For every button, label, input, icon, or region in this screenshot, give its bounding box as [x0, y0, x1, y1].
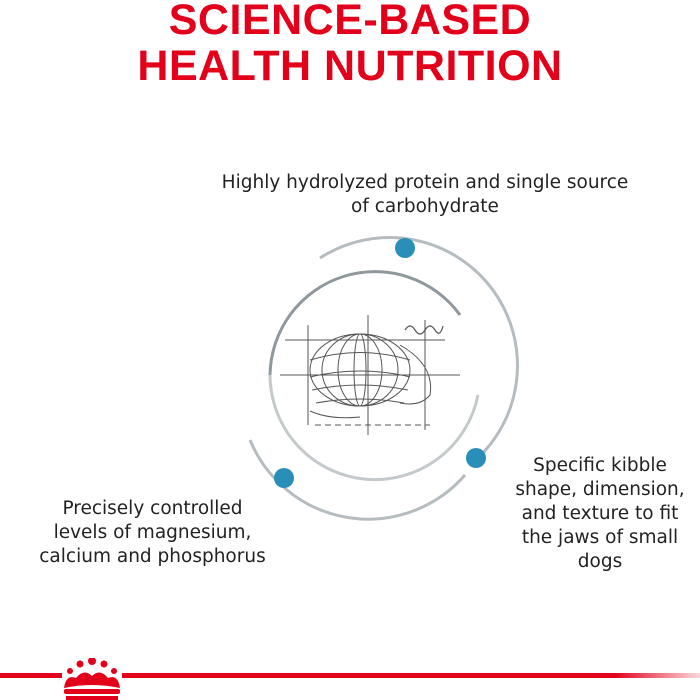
- benefit-kibble-shape-line: shape, dimension,: [515, 479, 685, 500]
- footer-red-line-left: [0, 673, 62, 678]
- kibble-diagram: [230, 225, 520, 525]
- ring-inner-arc: [270, 272, 460, 375]
- royal-canin-crown-icon: [64, 658, 120, 700]
- ring-inner-arc: [270, 375, 478, 480]
- callout-dot-right: [466, 448, 486, 468]
- ring-outer-arc: [320, 238, 517, 465]
- callout-dot-left: [274, 468, 294, 488]
- callout-dot-top: [395, 238, 415, 258]
- benefit-kibble-shape-line: and texture to fit: [521, 503, 679, 524]
- benefit-kibble-shape-line: dogs: [577, 551, 623, 572]
- benefit-protein-line: Highly hydrolyzed protein and single source: [221, 172, 629, 193]
- footer-brand-band: [0, 658, 700, 700]
- benefit-protein-text: [150, 171, 700, 219]
- benefit-kibble-shape-text: [505, 454, 695, 574]
- page-title-line-2: HEALTH NUTRITION: [137, 42, 563, 90]
- benefit-minerals-line: Precisely controlled: [62, 498, 243, 519]
- benefit-minerals-line: levels of magnesium,: [53, 522, 252, 543]
- benefit-kibble-shape-line: the jaws of small: [521, 527, 679, 548]
- page-title-line-1: SCIENCE-BASED: [168, 0, 532, 44]
- kibble-sketch-icon: [280, 315, 460, 435]
- benefit-protein-line: of carbohydrate: [351, 196, 499, 217]
- benefit-minerals-line: calcium and phosphorus: [39, 546, 266, 567]
- benefit-kibble-shape-line: Specific kibble: [533, 455, 667, 476]
- footer-red-line-right: [122, 673, 700, 678]
- benefit-minerals-text: [20, 497, 285, 569]
